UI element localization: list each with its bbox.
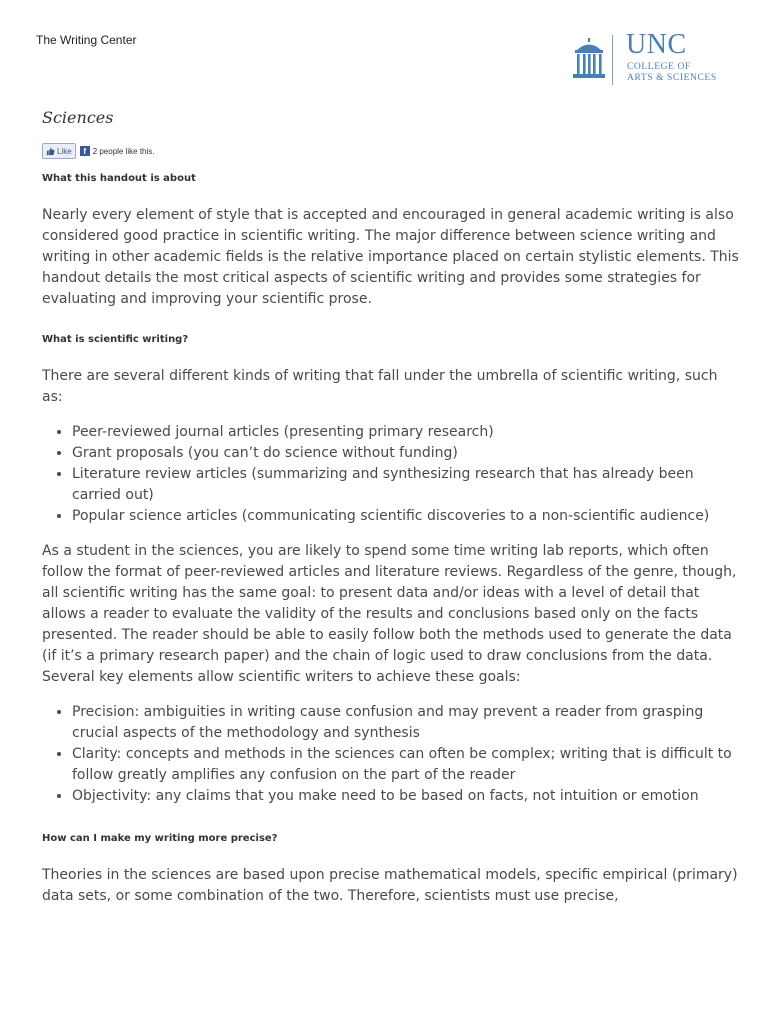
list-item: • Popular science articles (communicating scientific discoveries to a non-scientific audience) [72,506,742,527]
logo-divider [612,35,613,85]
paragraph-precise: Theories in the sciences are based upon precise mathematical models, specific empirical (primary) data sets, or some combination of the two. Therefore, scientists must use precise, [42,867,738,904]
unc-logo[interactable] [572,29,742,88]
key-elements-list [42,702,742,807]
like-row [42,142,742,160]
page-title: Sciences [42,108,114,127]
paragraph-what-is-intro: There are several different kinds of writing that fall under the umbrella of scientific writing, such as: [42,368,718,405]
section-heading-about: What this handout is about [42,173,196,184]
list-item: • Precision: ambiguities in writing cause confusion and may prevent a reader from grasping crucial aspects of the methodology and synthesis [72,702,742,744]
list-item: • Clarity: concepts and methods in the sciences can often be complex; writing that is difficult to follow greatly amplifies any confusion on the part of the reader [72,744,742,786]
like-button-label: Like [57,146,72,156]
logo-wordmark: UNC [626,29,687,60]
list-item: • Literature review articles (summarizing and synthesizing research that has already been carried out) [72,464,742,506]
section-heading-what-is: What is scientific writing? [42,334,189,345]
like-count: 2 people like this. [92,146,155,156]
list-item: • Peer-reviewed journal articles (presenting primary research) [72,422,742,443]
paragraph-goals: As a student in the sciences, you are likely to spend some time writing lab reports, which often follow the format of peer-reviewed articles and literature reviews. Regardless of the genre, though, all scientific writing has the same goal: to present data and/or ideas with a level of detail that allows a reader to evaluate the validity of the results and conclusions based only on the facts presented. The reader should be able to easily follow both the methods used to generate the data (if it’s a primary research paper) and the chain of logic used to draw conclusions from the data. Several key elements allow scientific writers to achieve these goals: [42,543,737,685]
old-well-icon [572,38,606,80]
article [42,108,742,907]
site-name[interactable]: The Writing Center [36,33,137,47]
paragraph-about: Nearly every element of style that is accepted and encouraged in general academic writing is also considered good practice in scientific writing. The major difference between science writing and writing in other academic fields is the relative importance placed on certain stylistic elements. This handout details the most critical aspects of scientific writing and provides some strategies for evaluating and improving your scientific prose. [42,207,739,307]
logo-subtitle-line-1: COLLEGE OF [627,62,691,72]
section-heading-precise: How can I make my writing more precise? [42,833,278,844]
writing-types-list [42,422,742,527]
thumbs-up-icon [46,147,55,156]
list-item: • Objectivity: any claims that you make need to be based on facts, not intuition or emotion [72,786,742,807]
logo-subtitle-line-2: ARTS & SCIENCES [627,73,717,83]
facebook-icon: f [80,146,90,156]
like-button[interactable] [42,143,76,159]
list-item: • Grant proposals (you can’t do science without funding) [72,443,742,464]
